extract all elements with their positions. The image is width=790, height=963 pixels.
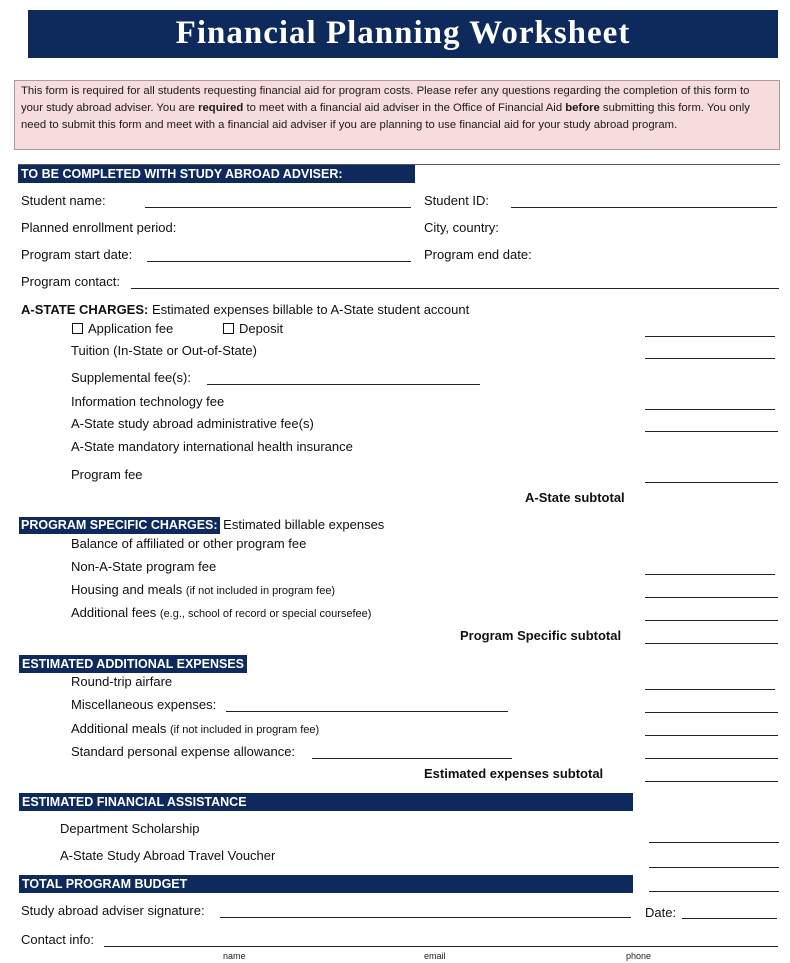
program-contact-label: Program contact: bbox=[21, 274, 120, 289]
start-date-label: Program start date: bbox=[21, 247, 133, 262]
additional-fees-label bbox=[71, 605, 371, 622]
balance-fee-label: Balance of affiliated or other program fee bbox=[71, 536, 307, 551]
astate-charges-subtitle: Estimated expenses billable to A-State student account bbox=[148, 302, 470, 317]
additional-fees-text: Additional fees bbox=[71, 605, 160, 620]
expenses-subtotal-amount-field[interactable] bbox=[645, 781, 778, 782]
personal-allowance-field[interactable] bbox=[312, 758, 512, 759]
it-fee-amount-field[interactable] bbox=[645, 409, 775, 410]
health-insurance-label: A-State mandatory international health insurance bbox=[71, 439, 353, 454]
section-header-additional-expenses: ESTIMATED ADDITIONAL EXPENSES bbox=[19, 655, 247, 673]
misc-expenses-field[interactable] bbox=[226, 711, 508, 712]
personal-allowance-amount-field[interactable] bbox=[645, 758, 778, 759]
additional-meals-label bbox=[71, 721, 319, 738]
department-scholarship-label: Department Scholarship bbox=[60, 821, 200, 836]
airfare-amount-field[interactable] bbox=[645, 689, 775, 690]
personal-allowance-label: Standard personal expense allowance: bbox=[71, 744, 296, 759]
application-fee-checkbox[interactable] bbox=[72, 323, 83, 334]
housing-meals-note: (if not included in program fee) bbox=[185, 585, 336, 597]
department-scholarship-amount-field[interactable] bbox=[649, 842, 779, 843]
contact-info-label: Contact info: bbox=[21, 932, 94, 947]
student-name-label: Student name: bbox=[21, 193, 106, 208]
astate-charges-title: A-STATE CHARGES: bbox=[21, 302, 149, 317]
program-subtotal-amount-field[interactable] bbox=[645, 643, 778, 644]
program-fee-amount-field[interactable] bbox=[645, 482, 778, 483]
notice-bold-required: required bbox=[198, 102, 244, 114]
enrollment-period-label: Planned enrollment period: bbox=[21, 220, 177, 235]
page-title: Financial Planning Worksheet bbox=[28, 10, 778, 58]
student-id-field[interactable] bbox=[511, 207, 777, 208]
additional-meals-note: (if not included in program fee) bbox=[170, 724, 320, 736]
housing-meals-text: Housing and meals bbox=[71, 582, 186, 597]
program-charges-subtitle: Estimated billable expenses bbox=[219, 517, 385, 532]
section-header-adviser: TO BE COMPLETED WITH STUDY ABROAD ADVISER: bbox=[18, 165, 415, 183]
supplemental-fee-label: Supplemental fee(s): bbox=[71, 370, 191, 385]
non-astate-fee-label: Non-A-State program fee bbox=[71, 559, 217, 574]
total-budget-amount-field[interactable] bbox=[649, 891, 779, 892]
student-name-field[interactable] bbox=[145, 207, 411, 208]
contact-email-caption: email bbox=[424, 951, 446, 961]
date-field[interactable] bbox=[682, 918, 777, 919]
expenses-subtotal-label: Estimated expenses subtotal bbox=[424, 766, 604, 781]
application-fee-option[interactable] bbox=[72, 321, 173, 337]
city-country-label: City, country: bbox=[424, 220, 499, 235]
travel-voucher-amount-field[interactable] bbox=[649, 867, 779, 868]
additional-meals-amount-field[interactable] bbox=[645, 735, 778, 736]
notice-box bbox=[14, 80, 780, 150]
admin-fee-amount-field[interactable] bbox=[645, 431, 778, 432]
supplemental-fee-field[interactable] bbox=[207, 384, 480, 385]
tuition-amount-field[interactable] bbox=[645, 358, 775, 359]
misc-expenses-label: Miscellaneous expenses: bbox=[71, 697, 217, 712]
section-header-total-budget: TOTAL PROGRAM BUDGET bbox=[19, 875, 633, 893]
application-fee-amount-field[interactable] bbox=[645, 336, 775, 337]
application-fee-label: Application fee bbox=[88, 321, 174, 336]
program-charges-header bbox=[19, 517, 384, 534]
notice-bold-before: before bbox=[565, 102, 600, 114]
astate-subtotal-label: A-State subtotal bbox=[525, 490, 625, 505]
notice-text-3: submitting this form. You only need to submit this form and meet with a financial aid adviser if you are planning to use financial aid for your study abroad program. bbox=[21, 102, 750, 131]
program-fee-label: Program fee bbox=[71, 467, 143, 482]
section-header-financial-assistance: ESTIMATED FINANCIAL ASSISTANCE bbox=[19, 793, 633, 811]
airfare-label: Round-trip airfare bbox=[71, 674, 173, 689]
it-fee-label: Information technology fee bbox=[71, 394, 225, 409]
contact-phone-caption: phone bbox=[626, 951, 652, 961]
astate-charges-header bbox=[21, 302, 469, 318]
travel-voucher-label: A-State Study Abroad Travel Voucher bbox=[60, 848, 276, 863]
program-contact-field[interactable] bbox=[131, 288, 779, 289]
non-astate-fee-amount-field[interactable] bbox=[645, 574, 775, 575]
start-date-field[interactable] bbox=[147, 261, 411, 262]
contact-info-field[interactable] bbox=[104, 946, 778, 947]
program-subtotal-label: Program Specific subtotal bbox=[460, 628, 622, 643]
additional-fees-note: (e.g., school of record or special coursefee) bbox=[159, 608, 372, 620]
program-charges-title: PROGRAM SPECIFIC CHARGES: bbox=[21, 518, 218, 532]
deposit-checkbox[interactable] bbox=[223, 323, 234, 334]
tuition-label: Tuition (In-State or Out-of-State) bbox=[71, 343, 257, 358]
housing-meals-amount-field[interactable] bbox=[645, 597, 778, 598]
adviser-signature-label: Study abroad adviser signature: bbox=[21, 903, 205, 918]
notice-text-2: to meet with a financial aid adviser in the Office of Financial Aid bbox=[243, 102, 566, 114]
student-id-label: Student ID: bbox=[424, 193, 490, 208]
date-label: Date: bbox=[645, 905, 677, 920]
admin-fee-label: A-State study abroad administrative fee(s) bbox=[71, 416, 314, 431]
additional-meals-text: Additional meals bbox=[71, 721, 170, 736]
deposit-option[interactable] bbox=[223, 321, 283, 337]
misc-expenses-amount-field[interactable] bbox=[645, 712, 778, 713]
notice-text-1: This form is required for all students requesting financial aid for program costs. Please refer any questions regarding the completion of this form to your study abroad adviser. You are bbox=[21, 85, 750, 114]
contact-name-caption: name bbox=[223, 951, 246, 961]
additional-fees-amount-field[interactable] bbox=[645, 620, 778, 621]
housing-meals-label bbox=[71, 582, 335, 599]
end-date-label: Program end date: bbox=[424, 247, 532, 262]
adviser-signature-field[interactable] bbox=[220, 917, 631, 918]
deposit-label: Deposit bbox=[239, 321, 284, 336]
